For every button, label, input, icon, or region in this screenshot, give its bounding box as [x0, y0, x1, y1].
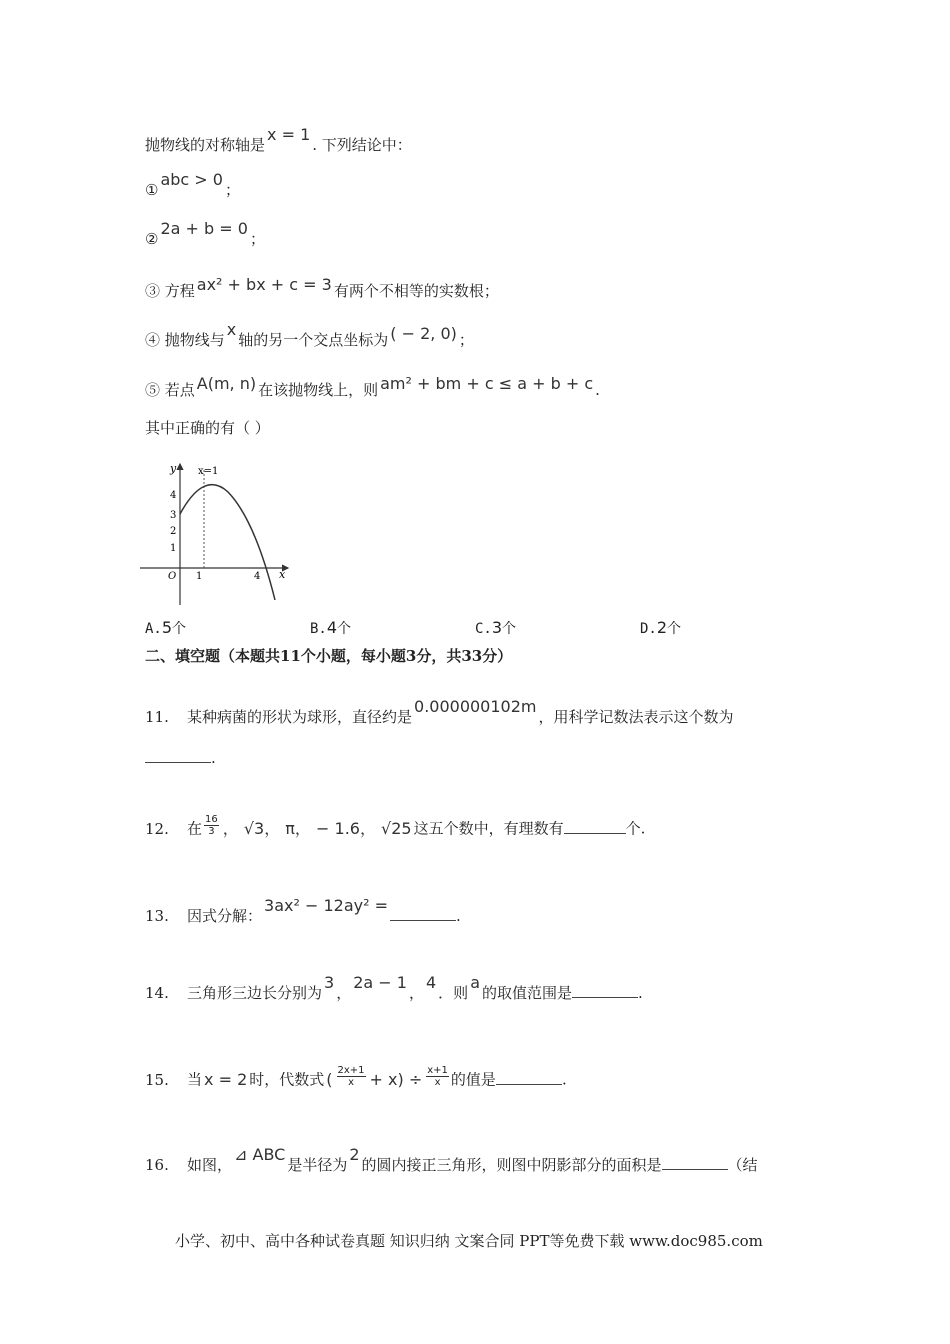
- symmetry-label: x=1: [198, 466, 219, 477]
- q10-intro: 抛物线的对称轴是x = 1. 下列结论中：: [145, 125, 412, 154]
- x-tick: 1: [196, 571, 203, 582]
- y-tick: 4: [170, 490, 177, 501]
- section-heading: 二、填空题（本题共11个小题，每小题3分，共33分）: [145, 647, 513, 665]
- q10-statement-4: ④ 抛物线与x轴的另一个交点坐标为 ( − 2, 0) ；: [145, 320, 474, 349]
- y-tick: 1: [170, 543, 177, 554]
- option-c[interactable]: C.3个: [475, 618, 517, 637]
- parabola-curve: [180, 485, 275, 600]
- q10-statement-1: ①abc > 0；: [145, 170, 240, 199]
- option-d[interactable]: D.2个: [640, 618, 682, 637]
- question-16: 16. 如图，⊿ ABC是半径为2的圆内接正三角形，则图中阴影部分的面积是 （结: [145, 1145, 758, 1174]
- q10-statement-3: ③ 方程 ax² + bx + c = 3 有两个不相等的实数根；: [145, 275, 499, 300]
- q10-statement-2: ②2a + b = 0；: [145, 219, 265, 248]
- y-tick: 2: [170, 526, 177, 537]
- x-axis-label: x: [279, 568, 286, 581]
- q10-question: 其中正确的有（ ）: [145, 419, 270, 437]
- question-12: 12. 在 $\frac{16}{3}$ ， √3， π， − 1.6， √25 这五个数中，有理数有 个.: [145, 814, 646, 838]
- option-b[interactable]: B.4个: [310, 618, 352, 637]
- question-15: 15. 当 x = 2 时，代数式 ( $\frac{2x+1}{x}$ + x) ÷ $\frac{x+1}{x}$ 的值是 .: [145, 1065, 567, 1089]
- q10-statement-5: ⑤ 若点 A(m, n) 在该抛物线上，则 am² + bm + c ≤ a + b + c .: [145, 374, 600, 399]
- y-axis-label: y: [170, 462, 177, 475]
- origin-label: O: [168, 571, 177, 582]
- question-14: 14. 三角形三边长分别为3，2a − 1，4．则a的取值范围是 .: [145, 973, 643, 1002]
- question-11-answer[interactable]: .: [145, 748, 216, 768]
- x-tick: 4: [254, 571, 261, 582]
- question-11: 11. 某种病菌的形状为球形，直径约是0.000000102m，用科学记数法表示这个数为: [145, 697, 734, 726]
- page-footer: 小学、初中、高中各种试卷真题 知识归纳 文案合同 PPT等免费下载 www.doc985.com: [175, 1232, 763, 1250]
- parabola-graph: [140, 460, 300, 610]
- option-a[interactable]: A.5个: [145, 618, 187, 637]
- y-tick: 3: [170, 510, 177, 521]
- question-13: 13. 因式分解：3ax² − 12ay² =.: [145, 896, 461, 925]
